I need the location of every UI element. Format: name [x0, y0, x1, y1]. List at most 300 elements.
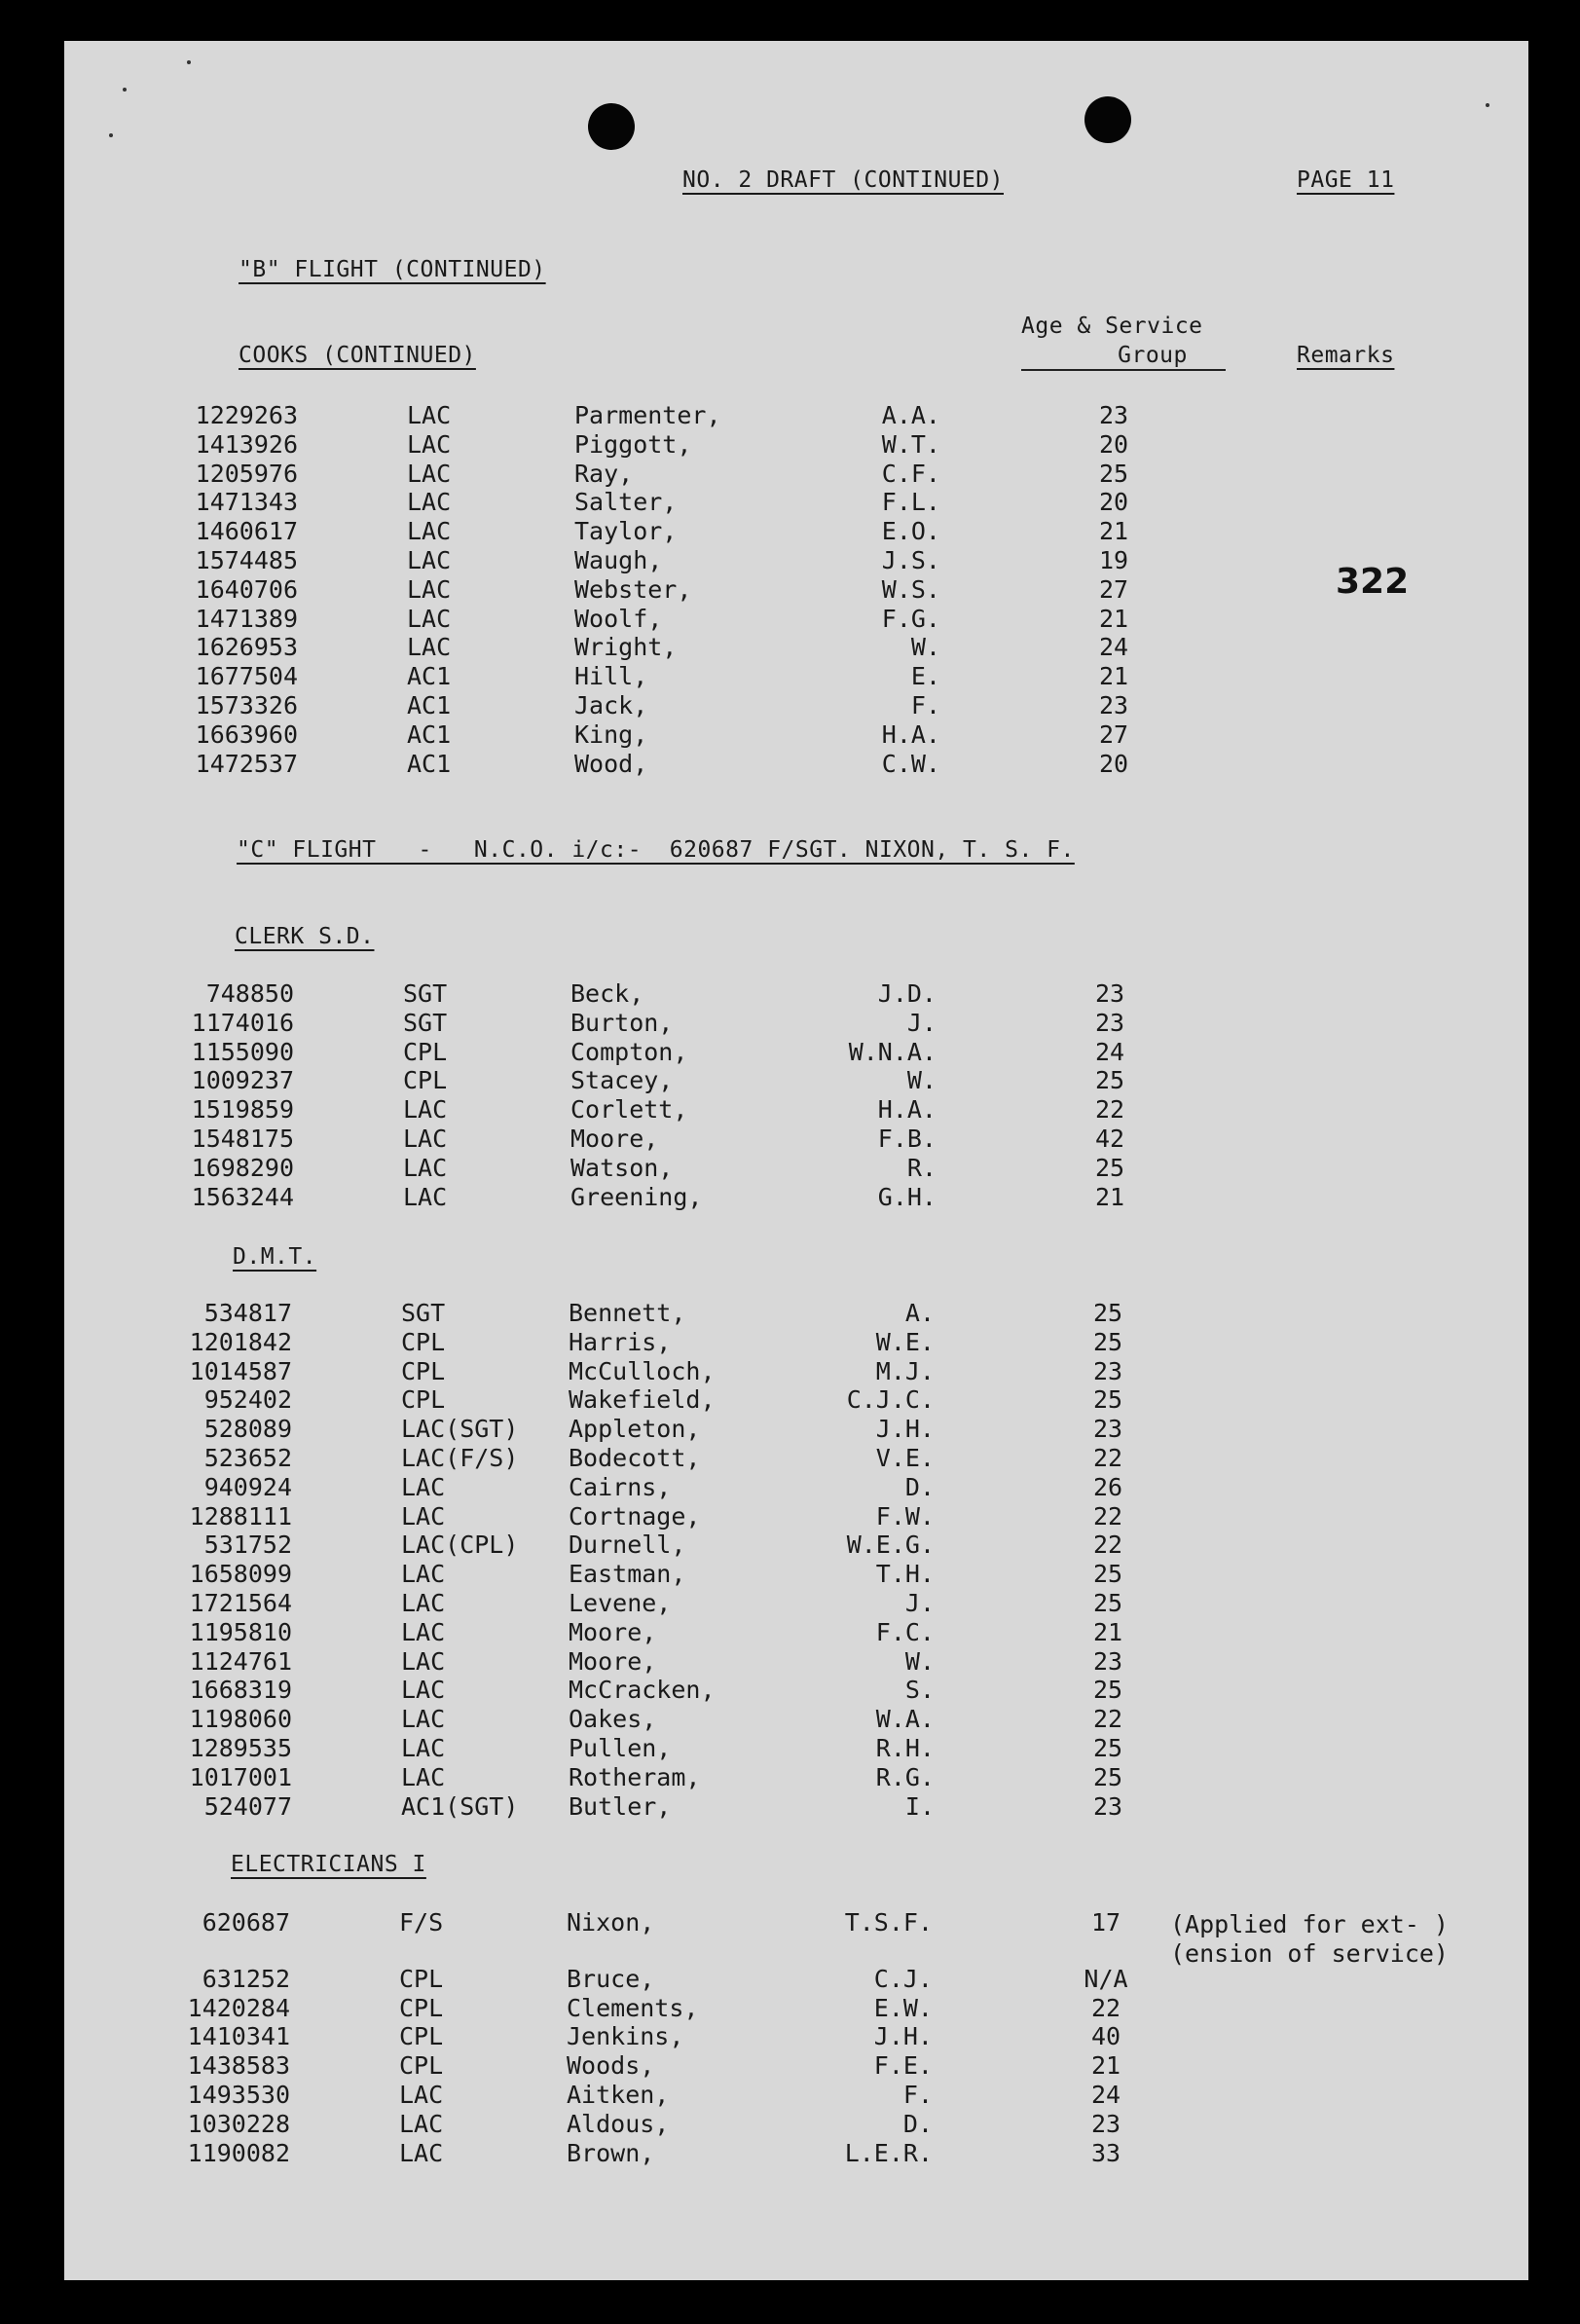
remark-line-2: (ension of service)	[1170, 1939, 1449, 1968]
cell-age: 22	[1092, 1705, 1123, 1734]
cell-age: 25	[1094, 1066, 1125, 1095]
cell-initials: F.	[910, 691, 940, 719]
cell-rank: LAC	[401, 1762, 446, 1791]
cell-number: 1460617	[195, 517, 298, 546]
cell-initials: R.G.	[875, 1762, 935, 1791]
cell-rank: LAC	[403, 1125, 448, 1153]
cell-age: 22	[1092, 1531, 1123, 1560]
cell-number: 1288111	[189, 1501, 292, 1531]
cell-rank: LAC	[407, 546, 452, 574]
cell-initials: I.	[904, 1791, 935, 1821]
cell-rank: AC1	[407, 719, 452, 749]
cell-rank: AC1	[407, 662, 452, 691]
cell-surname: Brown,	[567, 2138, 655, 2167]
cell-rank: AC1(SGT)	[401, 1791, 519, 1821]
cell-rank: SGT	[403, 1008, 448, 1037]
speck	[1486, 103, 1489, 107]
cell-surname: Burton,	[570, 1008, 674, 1037]
cell-surname: Waugh,	[574, 546, 663, 574]
cell-number: 534817	[203, 1299, 292, 1327]
cell-initials: F.W.	[875, 1501, 935, 1531]
cell-number: 523652	[203, 1444, 292, 1472]
cell-rank: AC1	[407, 691, 452, 719]
cell-age: 21	[1098, 604, 1129, 633]
cell-rank: LAC	[401, 1501, 446, 1531]
cell-initials: J.	[906, 1008, 937, 1037]
cell-initials: F.C.	[875, 1617, 935, 1646]
cell-initials: F.	[902, 2081, 933, 2109]
cell-surname: Clements,	[567, 1993, 699, 2022]
cell-surname: Jack,	[574, 691, 648, 719]
cell-rank: SGT	[401, 1299, 446, 1327]
cell-initials: W.	[910, 633, 940, 662]
cell-initials: F.B.	[877, 1125, 937, 1153]
cell-age: 25	[1092, 1734, 1123, 1762]
cell-rank: LAC	[407, 488, 452, 517]
cell-age: 23	[1092, 1356, 1123, 1385]
section-b-flight-heading: "B" FLIGHT (CONTINUED)	[239, 257, 546, 282]
cell-number: 952402	[203, 1385, 292, 1415]
cell-initials: A.	[904, 1299, 935, 1327]
cell-number: 1174016	[191, 1008, 294, 1037]
cell-number: 1573326	[195, 691, 298, 719]
cell-initials: W.	[906, 1066, 937, 1095]
cell-age: 20	[1098, 488, 1129, 517]
table-row	[64, 575, 1528, 605]
cell-initials: W.	[904, 1646, 935, 1676]
cell-surname: Nixon,	[567, 1908, 655, 1937]
cell-age: 23	[1094, 979, 1125, 1008]
remark-line-1: (Applied for ext- )	[1170, 1910, 1449, 1938]
cell-surname: Webster,	[574, 574, 692, 604]
cell-number: 1698290	[191, 1153, 294, 1182]
cell-age: 17	[1090, 1908, 1121, 1937]
table-row	[64, 401, 1528, 430]
cell-rank: CPL	[401, 1356, 446, 1385]
cell-age: 23	[1098, 691, 1129, 719]
cell-number: 1563244	[191, 1182, 294, 1211]
table-row	[64, 1531, 1528, 1560]
cell-rank: CPL	[401, 1385, 446, 1415]
table-row	[64, 1299, 1528, 1328]
cell-age: 25	[1092, 1385, 1123, 1415]
cell-age: 27	[1098, 719, 1129, 749]
cell-age: 25	[1092, 1762, 1123, 1791]
cell-surname: McCulloch,	[569, 1356, 716, 1385]
table-row	[64, 1066, 1528, 1095]
folio-stamp: 322	[1336, 562, 1410, 602]
table-row	[64, 2051, 1528, 2081]
cell-initials: F.E.	[873, 2051, 933, 2081]
cell-surname: King,	[574, 719, 648, 749]
cell-surname: Cortnage,	[569, 1501, 701, 1531]
table-row	[64, 1965, 1528, 1994]
cell-surname: Taylor,	[574, 517, 678, 546]
table-row	[64, 1415, 1528, 1444]
cell-age: 20	[1098, 429, 1129, 459]
cell-age: 22	[1092, 1501, 1123, 1531]
cell-number: 1017001	[189, 1762, 292, 1791]
cell-initials: T.H.	[875, 1560, 935, 1589]
table-row	[64, 1095, 1528, 1125]
table-row	[64, 2139, 1528, 2168]
cell-initials: W.E.	[875, 1327, 935, 1356]
cell-rank: CPL	[399, 2051, 444, 2081]
column-header-age-service: Age & Service	[1021, 314, 1203, 339]
cell-age: 25	[1092, 1327, 1123, 1356]
cell-initials: H.A.	[877, 1095, 937, 1125]
cell-initials: W.N.A.	[848, 1037, 937, 1066]
table-row	[64, 1705, 1528, 1734]
cell-surname: Oakes,	[569, 1705, 657, 1734]
cell-number: 940924	[203, 1472, 292, 1501]
cell-initials: E.	[910, 662, 940, 691]
cell-rank: LAC(F/S)	[401, 1444, 519, 1472]
table-row	[64, 979, 1528, 1009]
cell-rank: LAC	[401, 1617, 446, 1646]
speck	[109, 133, 113, 137]
cell-number: 1198060	[189, 1705, 292, 1734]
table-row	[64, 1792, 1528, 1822]
cell-number: 1195810	[189, 1617, 292, 1646]
cell-number: 524077	[203, 1791, 292, 1821]
cell-rank: CPL	[403, 1066, 448, 1095]
punch-hole-left	[588, 103, 635, 150]
cell-surname: Parmenter,	[574, 401, 721, 429]
cell-number: 748850	[205, 979, 294, 1008]
cell-initials: C.J.	[873, 1964, 933, 1993]
cell-initials: C.F.	[881, 459, 940, 488]
cell-age: 23	[1092, 1646, 1123, 1676]
cell-rank: CPL	[399, 1964, 444, 1993]
cell-age: 33	[1090, 2138, 1121, 2167]
cell-initials: R.H.	[875, 1734, 935, 1762]
cell-rank: LAC	[401, 1734, 446, 1762]
cell-surname: Salter,	[574, 488, 678, 517]
cell-rank: LAC	[401, 1472, 446, 1501]
table-row	[64, 1473, 1528, 1502]
group-heading-dmt: D.M.T.	[233, 1244, 317, 1270]
cell-age: 25	[1092, 1589, 1123, 1617]
table-row	[64, 1647, 1528, 1677]
cell-surname: Bruce,	[567, 1964, 655, 1993]
cell-rank: LAC	[407, 459, 452, 488]
cell-initials: M.J.	[875, 1356, 935, 1385]
cell-number: 1014587	[189, 1356, 292, 1385]
cell-initials: T.S.F.	[844, 1908, 933, 1937]
table-row	[64, 1502, 1528, 1531]
cell-surname: Hill,	[574, 662, 648, 691]
column-header-rule	[1021, 369, 1226, 371]
cell-surname: Aldous,	[567, 2109, 670, 2138]
cell-rank: LAC	[401, 1705, 446, 1734]
cell-initials: C.W.	[881, 749, 940, 778]
page-number: PAGE 11	[1297, 167, 1395, 193]
cell-age: 24	[1094, 1037, 1125, 1066]
cell-initials: F.G.	[881, 604, 940, 633]
cell-number: 1201842	[189, 1327, 292, 1356]
cell-initials: W.E.G.	[846, 1531, 935, 1560]
cell-number: 1574485	[195, 546, 298, 574]
cell-rank: LAC	[401, 1646, 446, 1676]
cell-rank: AC1	[407, 749, 452, 778]
cell-rank: CPL	[399, 1993, 444, 2022]
cell-initials: G.H.	[877, 1182, 937, 1211]
cell-initials: L.E.R.	[844, 2138, 933, 2167]
cell-number: 1519859	[191, 1095, 294, 1125]
cell-surname: Corlett,	[570, 1095, 688, 1125]
cell-rank: CPL	[401, 1327, 446, 1356]
table-row	[64, 460, 1528, 489]
table-row	[64, 1038, 1528, 1067]
cell-number: 620687	[202, 1908, 290, 1937]
cell-surname: Pullen,	[569, 1734, 672, 1762]
cell-surname: Compton,	[570, 1037, 688, 1066]
group-heading-cooks: COOKS (CONTINUED)	[239, 343, 476, 368]
cell-age: 21	[1098, 517, 1129, 546]
cell-rank: CPL	[403, 1037, 448, 1066]
cell-number: 1229263	[195, 401, 298, 429]
cell-rank: LAC	[403, 1153, 448, 1182]
cell-number: 1663960	[195, 719, 298, 749]
cell-number: 1721564	[189, 1589, 292, 1617]
cell-surname: Moore,	[569, 1646, 657, 1676]
cell-number: 1030228	[187, 2109, 290, 2138]
table-row	[64, 2081, 1528, 2110]
cell-number: 1420284	[187, 1993, 290, 2022]
table-row	[64, 2110, 1528, 2139]
cell-age: 22	[1090, 1993, 1121, 2022]
cell-age: 25	[1094, 1153, 1125, 1182]
cell-number: 1413926	[195, 429, 298, 459]
table-row	[64, 1589, 1528, 1618]
cell-surname: Aitken,	[567, 2081, 670, 2109]
cell-initials: D.	[904, 1472, 935, 1501]
table-row	[64, 605, 1528, 634]
cell-age: 21	[1092, 1617, 1123, 1646]
cell-number: 1677504	[195, 662, 298, 691]
cell-rank: LAC	[401, 1589, 446, 1617]
cell-number: 1640706	[195, 574, 298, 604]
table-row	[64, 662, 1528, 691]
table-row	[64, 546, 1528, 575]
cell-initials: E.W.	[873, 1993, 933, 2022]
section-c-flight-heading: "C" FLIGHT - N.C.O. i/c:- 620687 F/SGT. NIXON, T. S. F.	[237, 837, 1075, 863]
cell-surname: Greening,	[570, 1182, 703, 1211]
document-page	[64, 41, 1528, 2280]
cell-number: 1205976	[195, 459, 298, 488]
cell-rank: CPL	[399, 2022, 444, 2051]
cell-surname: Cairns,	[569, 1472, 672, 1501]
cell-surname: Appleton,	[569, 1415, 701, 1444]
cell-rank: LAC	[401, 1560, 446, 1589]
table-row	[64, 1328, 1528, 1357]
cell-surname: Woolf,	[574, 604, 663, 633]
cell-surname: Moore,	[569, 1617, 657, 1646]
cell-surname: Eastman,	[569, 1560, 686, 1589]
cell-rank: SGT	[403, 979, 448, 1008]
cell-surname: Bodecott,	[569, 1444, 701, 1472]
cell-rank: LAC	[403, 1182, 448, 1211]
cell-rank: LAC(CPL)	[401, 1531, 519, 1560]
cell-rank: LAC(SGT)	[401, 1415, 519, 1444]
cell-number: 1124761	[189, 1646, 292, 1676]
cell-rank: LAC	[403, 1095, 448, 1125]
cell-number: 1658099	[189, 1560, 292, 1589]
table-row	[64, 720, 1528, 750]
table-row	[64, 1618, 1528, 1647]
punch-hole-right	[1084, 96, 1131, 143]
cell-rank: LAC	[407, 633, 452, 662]
cell-age: 26	[1092, 1472, 1123, 1501]
cell-number: 1009237	[191, 1066, 294, 1095]
cell-rank: LAC	[407, 429, 452, 459]
cell-number: 528089	[203, 1415, 292, 1444]
cell-rank: F/S	[399, 1908, 444, 1937]
cell-initials: W.A.	[875, 1705, 935, 1734]
cell-age: 27	[1098, 574, 1129, 604]
group-heading-clerk-sd: CLERK S.D.	[235, 924, 375, 949]
cell-number: 1472537	[195, 749, 298, 778]
cell-surname: Jenkins,	[567, 2022, 684, 2051]
cell-age: 21	[1094, 1182, 1125, 1211]
column-header-group: Group	[1118, 343, 1188, 368]
speck	[187, 60, 191, 64]
cell-surname: Piggott,	[574, 429, 692, 459]
cell-number: 1471389	[195, 604, 298, 633]
table-row	[64, 1560, 1528, 1589]
cell-initials: J.S.	[881, 546, 940, 574]
cell-surname: Bennett,	[569, 1299, 686, 1327]
cell-initials: W.S.	[881, 574, 940, 604]
cell-number: 1289535	[189, 1734, 292, 1762]
cell-rank: LAC	[401, 1676, 446, 1705]
cell-initials: V.E.	[875, 1444, 935, 1472]
cell-initials: E.O.	[881, 517, 940, 546]
cell-initials: J.H.	[875, 1415, 935, 1444]
cell-age: 25	[1092, 1560, 1123, 1589]
cell-surname: McCracken,	[569, 1676, 716, 1705]
cell-age: 21	[1098, 662, 1129, 691]
cell-age: 25	[1098, 459, 1129, 488]
page-title: NO. 2 DRAFT (CONTINUED)	[682, 167, 1004, 193]
cell-initials: S.	[904, 1676, 935, 1705]
cell-age: 25	[1092, 1676, 1123, 1705]
cell-age: 23	[1094, 1008, 1125, 1037]
table-row	[64, 1676, 1528, 1705]
cell-surname: Stacey,	[570, 1066, 674, 1095]
cell-age: 20	[1098, 749, 1129, 778]
cell-age: N/A	[1084, 1964, 1128, 1993]
cell-age: 40	[1090, 2022, 1121, 2051]
cell-surname: Moore,	[570, 1125, 659, 1153]
cell-surname: Rotheram,	[569, 1762, 701, 1791]
table-row	[64, 1009, 1528, 1038]
cell-initials: J.H.	[873, 2022, 933, 2051]
table-row	[64, 1357, 1528, 1386]
cell-rank: LAC	[407, 401, 452, 429]
cell-initials: J.D.	[877, 979, 937, 1008]
cell-initials: A.A.	[881, 401, 940, 429]
cell-number: 1190082	[187, 2138, 290, 2167]
cell-age: 21	[1090, 2051, 1121, 2081]
table-row	[64, 1154, 1528, 1183]
cell-age: 24	[1098, 633, 1129, 662]
cell-initials: J.	[904, 1589, 935, 1617]
cell-number: 1471343	[195, 488, 298, 517]
cell-age: 23	[1090, 2109, 1121, 2138]
table-row	[64, 2022, 1528, 2051]
cell-age: 42	[1094, 1125, 1125, 1153]
cell-surname: Beck,	[570, 979, 644, 1008]
column-header-remarks: Remarks	[1297, 343, 1395, 368]
cell-age: 25	[1092, 1299, 1123, 1327]
cell-initials: F.L.	[881, 488, 940, 517]
cell-surname: Wakefield,	[569, 1385, 716, 1415]
cell-age: 23	[1098, 401, 1129, 429]
cell-initials: D.	[902, 2109, 933, 2138]
cell-surname: Watson,	[570, 1153, 674, 1182]
table-row	[64, 488, 1528, 517]
table-row	[64, 1385, 1528, 1415]
cell-rank: LAC	[407, 604, 452, 633]
cell-initials: W.T.	[881, 429, 940, 459]
cell-age: 23	[1092, 1415, 1123, 1444]
cell-number: 631252	[202, 1964, 290, 1993]
table-row	[64, 1183, 1528, 1212]
table-row	[64, 1125, 1528, 1154]
cell-number: 1410341	[187, 2022, 290, 2051]
cell-number: 1548175	[191, 1125, 294, 1153]
table-row	[64, 691, 1528, 720]
cell-initials: H.A.	[881, 719, 940, 749]
cell-number: 1668319	[189, 1676, 292, 1705]
cell-age: 22	[1094, 1095, 1125, 1125]
group-heading-electricians: ELECTRICIANS I	[231, 1852, 426, 1877]
table-row	[64, 1994, 1528, 2023]
cell-initials: R.	[906, 1153, 937, 1182]
table-row	[64, 517, 1528, 546]
cell-rank: LAC	[407, 517, 452, 546]
cell-rank: LAC	[399, 2138, 444, 2167]
cell-age: 24	[1090, 2081, 1121, 2109]
table-row	[64, 750, 1528, 779]
table-row	[64, 430, 1528, 460]
cell-age: 22	[1092, 1444, 1123, 1472]
cell-number: 1626953	[195, 633, 298, 662]
cell-surname: Wright,	[574, 633, 678, 662]
cell-surname: Ray,	[574, 459, 634, 488]
table-row	[64, 633, 1528, 662]
table-row	[64, 1763, 1528, 1792]
cell-age: 23	[1092, 1791, 1123, 1821]
cell-number: 1438583	[187, 2051, 290, 2081]
cell-surname: Woods,	[567, 2051, 655, 2081]
cell-surname: Durnell,	[569, 1531, 686, 1560]
cell-number: 1493530	[187, 2081, 290, 2109]
cell-age: 19	[1098, 546, 1129, 574]
cell-rank: LAC	[407, 574, 452, 604]
table-row	[64, 1444, 1528, 1473]
cell-surname: Levene,	[569, 1589, 672, 1617]
cell-rank: LAC	[399, 2109, 444, 2138]
cell-surname: Wood,	[574, 749, 648, 778]
speck	[123, 88, 127, 92]
cell-number: 1155090	[191, 1037, 294, 1066]
cell-initials: C.J.C.	[846, 1385, 935, 1415]
cell-surname: Harris,	[569, 1327, 672, 1356]
cell-number: 531752	[203, 1531, 292, 1560]
